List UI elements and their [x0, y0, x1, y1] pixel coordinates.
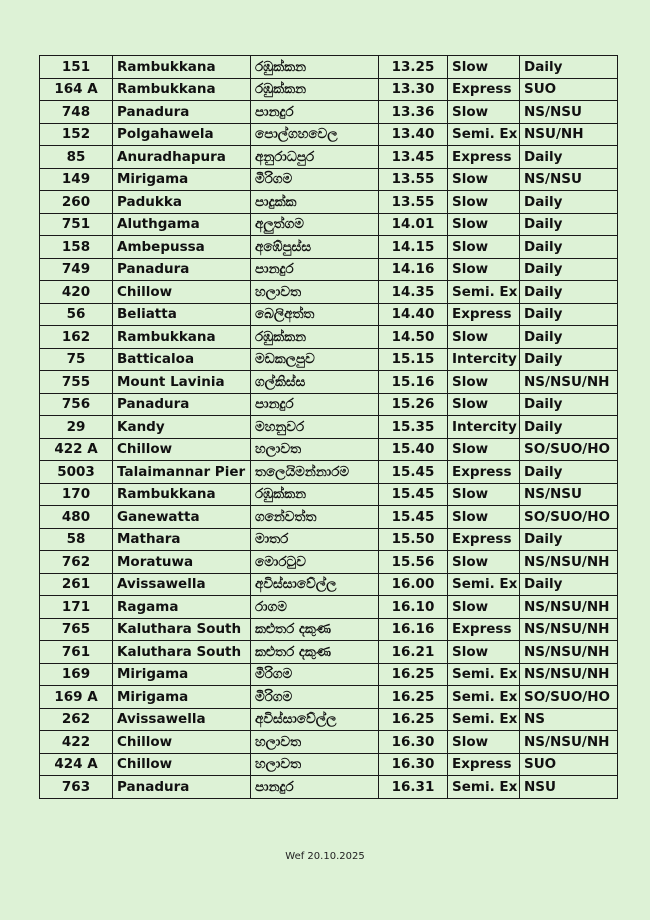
destination-sinhala-cell: මීරිගම [251, 168, 379, 191]
train-number-cell: 56 [40, 303, 113, 326]
table-row [40, 101, 618, 124]
run-days-cell: NS/NSU/NH [520, 731, 618, 754]
table-row [40, 168, 618, 191]
destination-sinhala-cell: කළුතර දකුණ [251, 641, 379, 664]
run-days-cell: NS/NSU/NH [520, 663, 618, 686]
table-row [40, 776, 618, 799]
destination-sinhala-cell: අවිස්සාවේල්ල [251, 573, 379, 596]
destination-sinhala-cell: අලුත්ගම [251, 213, 379, 236]
train-number-cell: 29 [40, 416, 113, 439]
table-row [40, 393, 618, 416]
destination-cell: Kaluthara South [113, 641, 251, 664]
departure-time-cell: 16.31 [379, 776, 448, 799]
train-number-cell: 765 [40, 618, 113, 641]
destination-sinhala-cell: රඹුක්කන [251, 483, 379, 506]
train-type-cell: Slow [448, 393, 520, 416]
train-number-cell: 261 [40, 573, 113, 596]
destination-cell: Ambepussa [113, 236, 251, 259]
table-row [40, 438, 618, 461]
train-type-cell: Slow [448, 56, 520, 79]
run-days-cell: Daily [520, 326, 618, 349]
destination-cell: Panadura [113, 101, 251, 124]
destination-cell: Kaluthara South [113, 618, 251, 641]
destination-cell: Chillow [113, 731, 251, 754]
destination-cell: Panadura [113, 776, 251, 799]
destination-sinhala-cell: රඹුක්කන [251, 326, 379, 349]
destination-cell: Mirigama [113, 686, 251, 709]
departure-time-cell: 14.40 [379, 303, 448, 326]
departure-time-cell: 15.56 [379, 551, 448, 574]
table-row [40, 731, 618, 754]
departure-time-cell: 13.40 [379, 123, 448, 146]
run-days-cell: SO/SUO/HO [520, 506, 618, 529]
table-row [40, 551, 618, 574]
destination-sinhala-cell: හලාවත [251, 438, 379, 461]
train-type-cell: Semi. Ex [448, 573, 520, 596]
table-row [40, 708, 618, 731]
departure-time-cell: 16.25 [379, 708, 448, 731]
train-type-cell: Express [448, 78, 520, 101]
table-row [40, 56, 618, 79]
train-number-cell: 58 [40, 528, 113, 551]
departure-time-cell: 14.01 [379, 213, 448, 236]
run-days-cell: NSU/NH [520, 123, 618, 146]
destination-cell: Ganewatta [113, 506, 251, 529]
destination-sinhala-cell: ගල්කිස්ස [251, 371, 379, 394]
destination-cell: Anuradhapura [113, 146, 251, 169]
departure-time-cell: 14.16 [379, 258, 448, 281]
destination-sinhala-cell: කළුතර දකුණ [251, 618, 379, 641]
run-days-cell: Daily [520, 573, 618, 596]
destination-cell: Chillow [113, 753, 251, 776]
destination-cell: Kandy [113, 416, 251, 439]
train-type-cell: Semi. Ex [448, 686, 520, 709]
departure-time-cell: 16.10 [379, 596, 448, 619]
train-number-cell: 763 [40, 776, 113, 799]
destination-cell: Mirigama [113, 168, 251, 191]
destination-sinhala-cell: හලාවත [251, 731, 379, 754]
destination-cell: Mirigama [113, 663, 251, 686]
train-type-cell: Slow [448, 258, 520, 281]
departure-time-cell: 16.30 [379, 753, 448, 776]
destination-sinhala-cell: පාදුක්ක [251, 191, 379, 214]
table-row [40, 146, 618, 169]
train-number-cell: 171 [40, 596, 113, 619]
departure-time-cell: 13.55 [379, 168, 448, 191]
train-type-cell: Slow [448, 438, 520, 461]
train-type-cell: Slow [448, 236, 520, 259]
destination-cell: Polgahawela [113, 123, 251, 146]
train-type-cell: Semi. Ex [448, 663, 520, 686]
table-row [40, 236, 618, 259]
destination-sinhala-cell: පානදුර [251, 258, 379, 281]
destination-sinhala-cell: බෙලිඅත්ත [251, 303, 379, 326]
train-type-cell: Slow [448, 641, 520, 664]
destination-cell: Ragama [113, 596, 251, 619]
run-days-cell: SO/SUO/HO [520, 686, 618, 709]
run-days-cell: NS/NSU/NH [520, 641, 618, 664]
train-number-cell: 762 [40, 551, 113, 574]
run-days-cell: NS/NSU/NH [520, 371, 618, 394]
train-type-cell: Intercity [448, 416, 520, 439]
train-type-cell: Semi. Ex [448, 708, 520, 731]
run-days-cell: NS/NSU [520, 483, 618, 506]
departure-time-cell: 16.25 [379, 686, 448, 709]
train-number-cell: 151 [40, 56, 113, 79]
run-days-cell: SO/SUO/HO [520, 438, 618, 461]
table-row [40, 371, 618, 394]
train-number-cell: 749 [40, 258, 113, 281]
table-row [40, 753, 618, 776]
train-type-cell: Express [448, 528, 520, 551]
table-row [40, 258, 618, 281]
destination-sinhala-cell: තලෙයිමන්නාරම [251, 461, 379, 484]
destination-sinhala-cell: හලාවත [251, 281, 379, 304]
departure-time-cell: 15.45 [379, 461, 448, 484]
destination-sinhala-cell: හලාවත [251, 753, 379, 776]
train-number-cell: 761 [40, 641, 113, 664]
train-number-cell: 152 [40, 123, 113, 146]
destination-sinhala-cell: පානදුර [251, 776, 379, 799]
destination-sinhala-cell: මොරටුව [251, 551, 379, 574]
destination-cell: Rambukkana [113, 326, 251, 349]
table-row [40, 663, 618, 686]
destination-cell: Rambukkana [113, 483, 251, 506]
train-number-cell: 158 [40, 236, 113, 259]
table-row [40, 213, 618, 236]
destination-cell: Mount Lavinia [113, 371, 251, 394]
destination-cell: Avissawella [113, 573, 251, 596]
departure-time-cell: 13.25 [379, 56, 448, 79]
departure-time-cell: 14.35 [379, 281, 448, 304]
train-number-cell: 422 A [40, 438, 113, 461]
departure-time-cell: 15.26 [379, 393, 448, 416]
table-row [40, 686, 618, 709]
destination-sinhala-cell: අවිස්සාවේල්ල [251, 708, 379, 731]
destination-cell: Panadura [113, 393, 251, 416]
departure-time-cell: 16.16 [379, 618, 448, 641]
destination-cell: Panadura [113, 258, 251, 281]
departure-time-cell: 14.15 [379, 236, 448, 259]
run-days-cell: Daily [520, 348, 618, 371]
train-number-cell: 169 [40, 663, 113, 686]
destination-sinhala-cell: පොල්ගහවෙල [251, 123, 379, 146]
departure-time-cell: 13.55 [379, 191, 448, 214]
destination-cell: Rambukkana [113, 56, 251, 79]
run-days-cell: NS [520, 708, 618, 731]
train-type-cell: Slow [448, 731, 520, 754]
train-type-cell: Semi. Ex [448, 123, 520, 146]
train-number-cell: 480 [40, 506, 113, 529]
schedule-body [40, 56, 618, 799]
train-number-cell: 75 [40, 348, 113, 371]
destination-sinhala-cell: මීරිගම [251, 686, 379, 709]
departure-time-cell: 15.35 [379, 416, 448, 439]
departure-time-cell: 15.40 [379, 438, 448, 461]
destination-cell: Moratuwa [113, 551, 251, 574]
train-type-cell: Slow [448, 326, 520, 349]
run-days-cell: Daily [520, 56, 618, 79]
run-days-cell: NS/NSU/NH [520, 596, 618, 619]
train-type-cell: Slow [448, 551, 520, 574]
run-days-cell: Daily [520, 258, 618, 281]
table-row [40, 618, 618, 641]
train-number-cell: 169 A [40, 686, 113, 709]
table-row [40, 303, 618, 326]
table-row [40, 573, 618, 596]
train-number-cell: 260 [40, 191, 113, 214]
train-type-cell: Express [448, 753, 520, 776]
train-number-cell: 748 [40, 101, 113, 124]
departure-time-cell: 15.50 [379, 528, 448, 551]
train-type-cell: Express [448, 303, 520, 326]
destination-cell: Rambukkana [113, 78, 251, 101]
table-row [40, 483, 618, 506]
run-days-cell: NS/NSU/NH [520, 551, 618, 574]
train-type-cell: Express [448, 461, 520, 484]
train-number-cell: 149 [40, 168, 113, 191]
departure-time-cell: 15.45 [379, 506, 448, 529]
table-row [40, 528, 618, 551]
table-row [40, 78, 618, 101]
table-row [40, 596, 618, 619]
train-number-cell: 164 A [40, 78, 113, 101]
train-type-cell: Slow [448, 371, 520, 394]
table-row [40, 326, 618, 349]
destination-cell: Talaimannar Pier [113, 461, 251, 484]
destination-cell: Batticaloa [113, 348, 251, 371]
departure-time-cell: 16.30 [379, 731, 448, 754]
destination-cell: Beliatta [113, 303, 251, 326]
train-type-cell: Slow [448, 191, 520, 214]
departure-time-cell: 15.15 [379, 348, 448, 371]
train-type-cell: Semi. Ex [448, 281, 520, 304]
train-type-cell: Express [448, 618, 520, 641]
departure-time-cell: 16.25 [379, 663, 448, 686]
table-row [40, 416, 618, 439]
train-type-cell: Slow [448, 483, 520, 506]
destination-sinhala-cell: පානදුර [251, 393, 379, 416]
run-days-cell: Daily [520, 281, 618, 304]
train-number-cell: 170 [40, 483, 113, 506]
departure-time-cell: 15.16 [379, 371, 448, 394]
train-number-cell: 756 [40, 393, 113, 416]
destination-sinhala-cell: අනුරාධපුර [251, 146, 379, 169]
run-days-cell: Daily [520, 461, 618, 484]
run-days-cell: Daily [520, 393, 618, 416]
table-row [40, 281, 618, 304]
train-number-cell: 751 [40, 213, 113, 236]
departure-time-cell: 14.50 [379, 326, 448, 349]
train-number-cell: 755 [40, 371, 113, 394]
train-type-cell: Slow [448, 101, 520, 124]
table-row [40, 348, 618, 371]
table-row [40, 123, 618, 146]
train-type-cell: Intercity [448, 348, 520, 371]
table-row [40, 506, 618, 529]
train-type-cell: Slow [448, 506, 520, 529]
table-row [40, 191, 618, 214]
effective-date: Wef 20.10.2025 [285, 851, 365, 862]
destination-sinhala-cell: මීරිගම [251, 663, 379, 686]
train-number-cell: 424 A [40, 753, 113, 776]
run-days-cell: NS/NSU [520, 168, 618, 191]
destination-cell: Chillow [113, 281, 251, 304]
run-days-cell: Daily [520, 528, 618, 551]
run-days-cell: NSU [520, 776, 618, 799]
run-days-cell: Daily [520, 416, 618, 439]
departure-time-cell: 16.00 [379, 573, 448, 596]
run-days-cell: Daily [520, 303, 618, 326]
run-days-cell: Daily [520, 213, 618, 236]
train-schedule-table [39, 55, 618, 799]
departure-time-cell: 16.21 [379, 641, 448, 664]
departure-time-cell: 13.30 [379, 78, 448, 101]
destination-sinhala-cell: අඹේපුස්ස [251, 236, 379, 259]
destination-sinhala-cell: මාතර [251, 528, 379, 551]
destination-cell: Mathara [113, 528, 251, 551]
train-number-cell: 85 [40, 146, 113, 169]
run-days-cell: Daily [520, 191, 618, 214]
train-type-cell: Semi. Ex [448, 776, 520, 799]
departure-time-cell: 13.36 [379, 101, 448, 124]
train-type-cell: Slow [448, 168, 520, 191]
train-number-cell: 162 [40, 326, 113, 349]
run-days-cell: NS/NSU [520, 101, 618, 124]
destination-sinhala-cell: මඩකලපුව [251, 348, 379, 371]
train-number-cell: 420 [40, 281, 113, 304]
run-days-cell: Daily [520, 146, 618, 169]
destination-sinhala-cell: රාගම [251, 596, 379, 619]
destination-cell: Padukka [113, 191, 251, 214]
train-number-cell: 262 [40, 708, 113, 731]
train-number-cell: 422 [40, 731, 113, 754]
departure-time-cell: 13.45 [379, 146, 448, 169]
destination-sinhala-cell: රඹුක්කන [251, 78, 379, 101]
train-type-cell: Slow [448, 213, 520, 236]
destination-sinhala-cell: පානදුර [251, 101, 379, 124]
train-type-cell: Express [448, 146, 520, 169]
table-row [40, 641, 618, 664]
departure-time-cell: 15.45 [379, 483, 448, 506]
destination-sinhala-cell: ගනේවත්ත [251, 506, 379, 529]
run-days-cell: SUO [520, 753, 618, 776]
train-number-cell: 5003 [40, 461, 113, 484]
destination-sinhala-cell: මහනුවර [251, 416, 379, 439]
destination-cell: Avissawella [113, 708, 251, 731]
run-days-cell: NS/NSU/NH [520, 618, 618, 641]
destination-sinhala-cell: රඹුක්කන [251, 56, 379, 79]
table-row [40, 461, 618, 484]
run-days-cell: SUO [520, 78, 618, 101]
run-days-cell: Daily [520, 236, 618, 259]
destination-cell: Aluthgama [113, 213, 251, 236]
train-type-cell: Slow [448, 596, 520, 619]
destination-cell: Chillow [113, 438, 251, 461]
